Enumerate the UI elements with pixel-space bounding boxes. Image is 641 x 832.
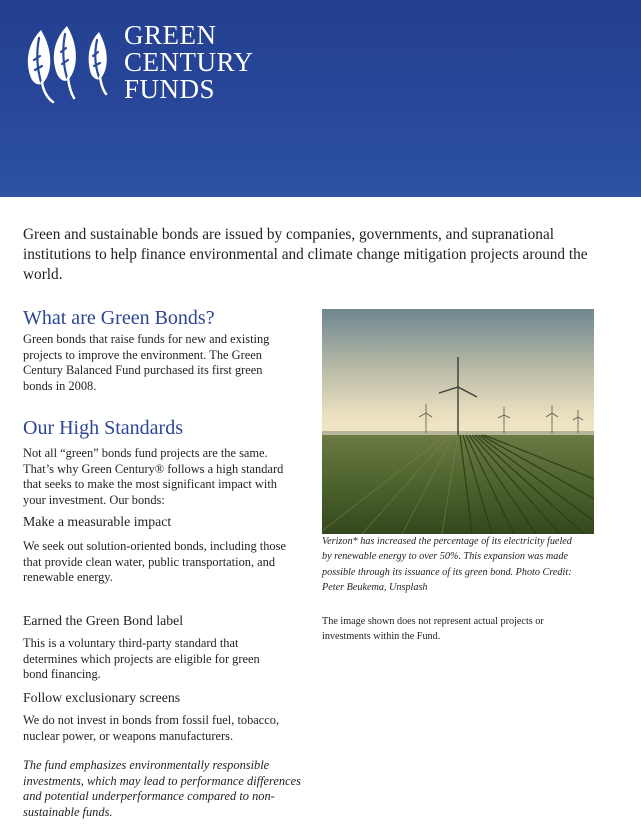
header-banner bbox=[0, 0, 641, 197]
intro-paragraph: Green and sustainable bonds are issued by companies, governments, and supranational institutions to help finance environmental and climate change mitigation projects around the world. bbox=[23, 226, 588, 283]
item-1-body: We seek out solution-oriented bonds, including those that provide clean water, public transportation, and renewable energy. bbox=[23, 539, 286, 584]
wind-farm-photo bbox=[322, 309, 594, 534]
standards-body: Not all “green” bonds fund projects are the same. That’s why Green Century® follows a high standard that seeks to make the most significant impact with your investment. Our bonds: bbox=[23, 446, 284, 507]
item-2-body: This is a voluntary third-party standard that determines which projects are eligible for green bond financing. bbox=[23, 636, 260, 681]
brand-line-1: GREEN bbox=[124, 20, 217, 50]
item-3-title: Follow exclusionary screens bbox=[23, 690, 181, 705]
item-3-body: We do not invest in bonds from fossil fuel, tobacco, nuclear power, or weapons manufacturers. bbox=[23, 713, 280, 743]
item-1-title: Make a measurable impact bbox=[23, 514, 172, 529]
brand-wordmark bbox=[124, 22, 254, 103]
standards-heading: Our High Standards bbox=[23, 417, 183, 439]
what-body: Green bonds that raise funds for new and existing projects to improve the environment. The Green Century Balanced Fund purchased its first green bonds in 2008. bbox=[23, 332, 270, 393]
photo-note: The image shown does not represent actual projects or investments within the Fund. bbox=[322, 616, 544, 643]
leaf-logo-icon bbox=[26, 20, 118, 106]
photo-caption: Verizon* has increased the percentage of its electricity fueled by renewable energy to over 50%. This expansion was made possible through its issuance of its green bond. Photo Credit: Peter Beukema, Unsplash bbox=[322, 536, 572, 593]
what-heading: What are Green Bonds? bbox=[23, 307, 215, 329]
brand-line-2: CENTURY bbox=[124, 47, 254, 77]
item-2-title: Earned the Green Bond label bbox=[23, 613, 184, 628]
brand-line-3: FUNDS bbox=[124, 74, 216, 104]
disclaimer: The fund emphasizes environmentally responsible investments, which may lead to performance differences and potential underperformance compared to non-sustainable funds. bbox=[23, 758, 301, 819]
